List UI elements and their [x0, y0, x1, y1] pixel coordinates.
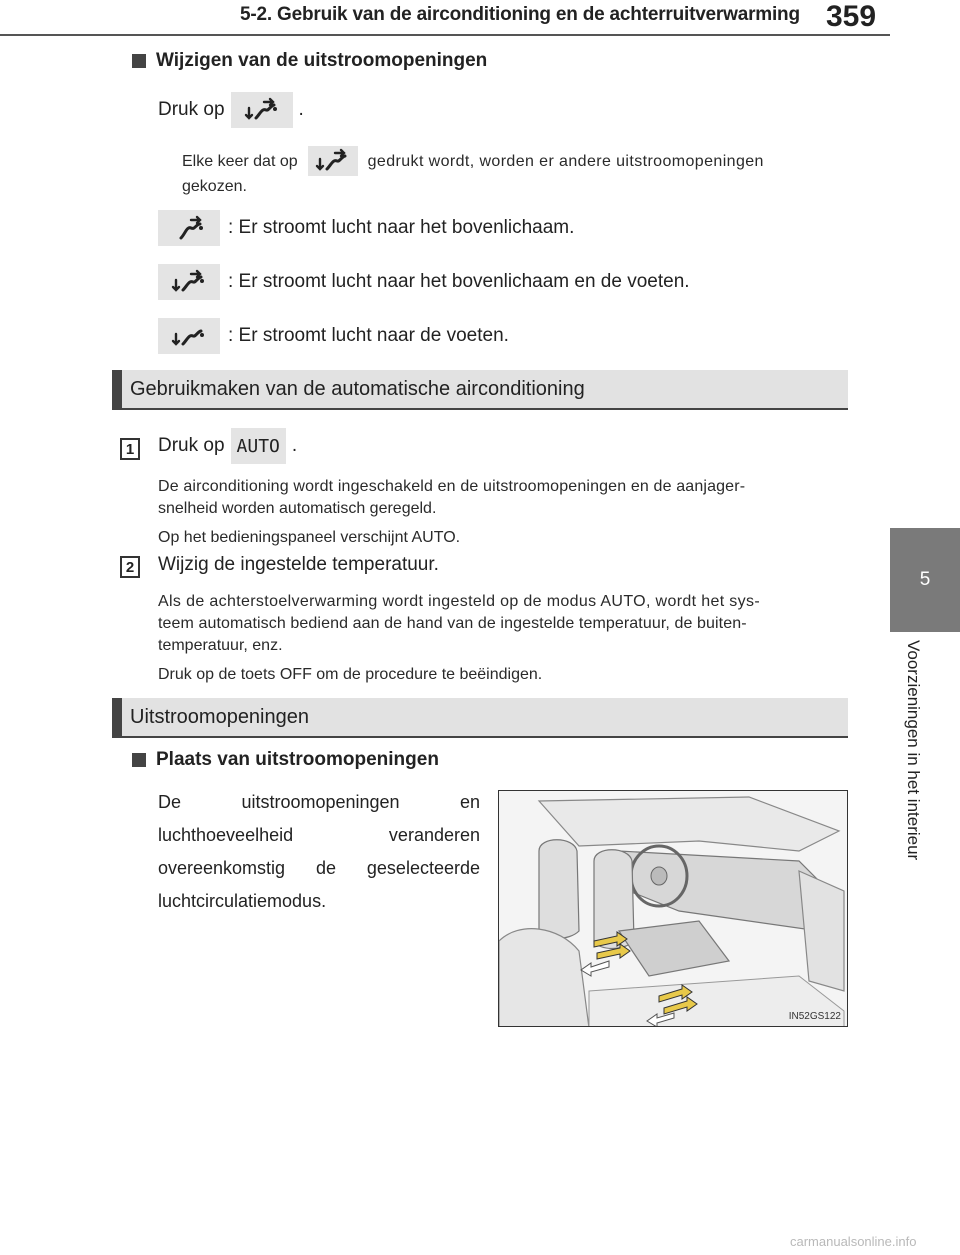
step-number-1: 1 [120, 438, 140, 460]
outlets-sub-heading-text: Plaats van uitstroomopeningen [156, 749, 439, 770]
step-2-desc-line2: teem automatisch bediend aan de hand van de ingestelde temperatuur, de buiten- [158, 615, 747, 632]
page-header-title: 5-2. Gebruik van de airconditioning en de achterruitverwarming [240, 4, 800, 25]
car-interior-drawing [499, 791, 848, 1027]
heading-square-bullet [132, 54, 146, 68]
car-interior-illustration [498, 790, 848, 1027]
vent-note-part2: gedrukt wordt, worden er andere uitstroomopeningen [367, 152, 764, 170]
illustration-code: IN52GS122 [788, 1011, 841, 1022]
vent-mode-button-icon-inline [308, 146, 358, 176]
vent-note-line2: gekozen. [182, 178, 247, 195]
airflow-upper-body-feet-icon [158, 264, 220, 300]
mode-text-feet: : Er stroomt lucht naar de voeten. [228, 325, 509, 346]
vent-mode-button-icon [231, 92, 293, 128]
section-title-auto-ac: Gebruikmaken van de automatische airconditioning [130, 378, 585, 400]
step-1-suffix: . [291, 435, 298, 456]
mode-row-upper-body [158, 210, 574, 246]
vent-note-line1 [182, 146, 842, 176]
outlets-sub-heading [132, 749, 439, 771]
airflow-upper-body-icon [158, 210, 220, 246]
chapter-number: 5 [919, 569, 931, 590]
header-rule [0, 34, 890, 36]
chapter-tab [890, 528, 960, 632]
outlets-paragraph: De uitstroomopeningen en luchthoeveelheid veranderen overeenkomstig de geselecteerde luchtcirculatiemodus. [158, 792, 480, 911]
section-bar-outlets [112, 698, 848, 738]
heading-square-bullet-2 [132, 753, 146, 767]
step-2-desc-line3: temperatuur, enz. [158, 637, 283, 654]
airflow-feet-icon [158, 318, 220, 354]
chapter-side-label: Voorzieningen in het interieur [904, 640, 923, 861]
press-prefix: Druk op [158, 99, 225, 120]
watermark: carmanualsonline.info [790, 1234, 917, 1249]
vents-change-heading-text: Wijzigen van de uitstroomopeningen [156, 50, 488, 71]
mode-text-upper-body-feet: : Er stroomt lucht naar het bovenlichaam en de voeten. [228, 271, 690, 292]
press-suffix: . [298, 99, 304, 120]
vent-note-part1: Elke keer dat op [182, 152, 298, 170]
step-2-desc-line4: Druk op de toets OFF om de procedure te beëindigen. [158, 666, 543, 683]
mode-row-feet [158, 318, 509, 354]
step-1-desc-line2: snelheid worden automatisch geregeld. [158, 500, 437, 517]
step-1-prefix: Druk op [158, 435, 225, 456]
step-2-line: Wijzig de ingestelde temperatuur. [158, 554, 439, 575]
vents-change-heading [132, 50, 487, 72]
auto-button-label: AUTO [231, 428, 286, 464]
section-title-outlets: Uitstroomopeningen [130, 706, 309, 728]
step-1-line [158, 428, 297, 464]
step-1-desc-line3: Op het bedieningspaneel verschijnt AUTO. [158, 529, 461, 546]
step-2-desc-line1: Als de achterstoelverwarming wordt ingesteld op de modus AUTO, wordt het sys- [158, 593, 761, 610]
mode-row-upper-body-feet [158, 264, 690, 300]
step-1-desc-line1: De airconditioning wordt ingeschakeld en de uitstroomopeningen en de aanjager- [158, 478, 746, 495]
step-number-2: 2 [120, 556, 140, 578]
mode-text-upper-body: : Er stroomt lucht naar het bovenlichaam. [228, 217, 575, 238]
press-vent-line [158, 92, 304, 128]
section-bar-auto-ac [112, 370, 848, 410]
page-number: 359 [826, 0, 877, 33]
